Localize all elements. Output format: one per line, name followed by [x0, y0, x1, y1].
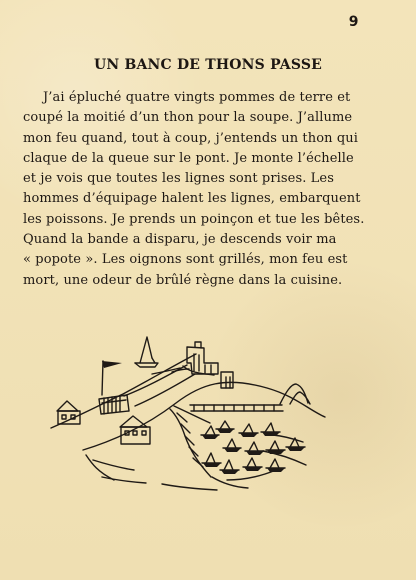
text-line-4: claque de la queue sur le pont. Je monte l’échelle [23, 150, 354, 166]
text-line-8: Quand la bande a disparu, je descends voir ma [23, 232, 337, 248]
text-line-10: mort, une odeur de brûlé règne dans la cuisine. [23, 272, 343, 288]
text-line-7: les poissons. Je prends un poinçon et tue les bêtes. [23, 211, 365, 227]
harbor-illustration [44, 332, 334, 510]
body-text [23, 88, 377, 291]
text-line-5: et je vois que toutes les lignes sont prises. Les [23, 171, 334, 187]
text-line-3: mon feu quand, tout à coup, j’entends un thon qui [23, 130, 359, 146]
page-number: 9 [348, 14, 359, 30]
text-line-9: « popote ». Les oignons sont grillés, mon feu est [23, 252, 348, 268]
text-line-1: J’ai épluché quatre vingts pommes de terre et [43, 90, 351, 105]
text-line-2: coupé la moitié d’un thon pour la soupe. J’allume [23, 110, 353, 126]
text-line-6: hommes d’équipage halent les lignes, embarquent [23, 191, 361, 207]
chapter-title: UN BANC DE THONS PASSE [93, 57, 323, 73]
fishing-boats [201, 421, 305, 474]
